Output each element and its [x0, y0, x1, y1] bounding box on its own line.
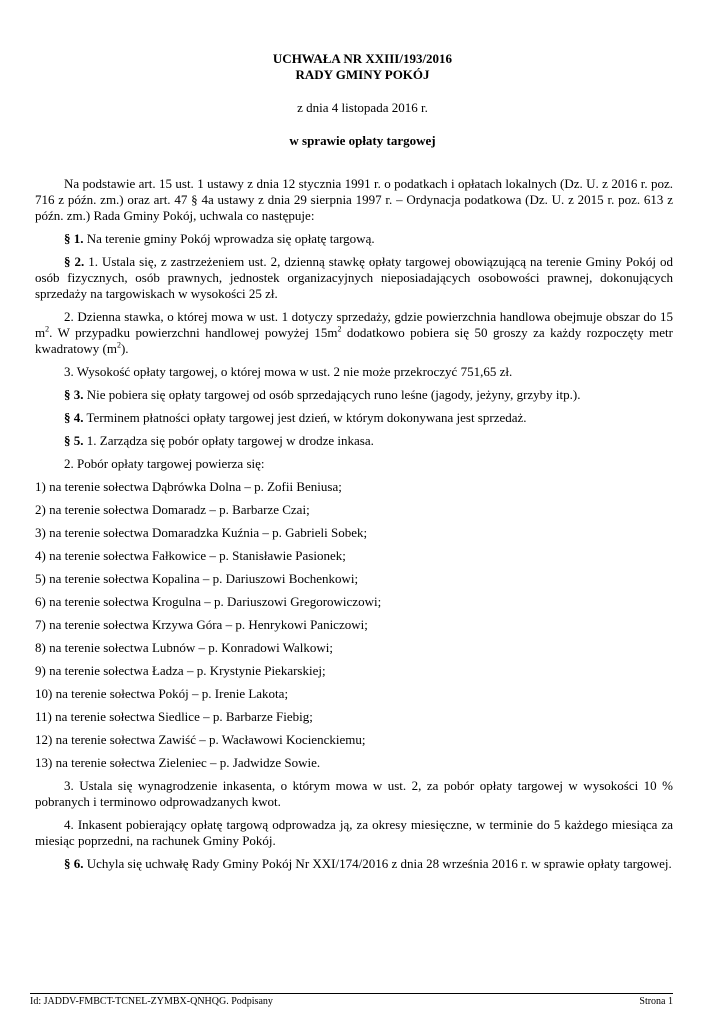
paragraph-6	[35, 856, 673, 872]
paragraph-1-text: Na terenie gminy Pokój wprowadza się opłatę targową.	[83, 231, 375, 246]
list-item: 4) na terenie sołectwa Fałkowice – p. Stanisławie Pasionek;	[35, 548, 346, 563]
unit-2-text-b: . W przypadku powierzchni handlowej powyżej 15m	[49, 325, 338, 340]
paragraph-2-label: § 2.	[64, 254, 85, 269]
list-item: 1) na terenie sołectwa Dąbrówka Dolna – p. Zofii Beniusa;	[35, 479, 342, 494]
list-item: 8) na terenie sołectwa Lubnów – p. Konradowi Walkowi;	[35, 640, 333, 655]
list-item: 11) na terenie sołectwa Siedlice – p. Barbarze Fiebig;	[35, 709, 313, 724]
paragraph-6-label: § 6.	[64, 856, 84, 871]
resolution-date: z dnia 4 listopada 2016 r.	[297, 100, 428, 115]
unit-2-text-c: dodatkowo pobiera się 50 groszy za każdy rozpoczęty metr kwadratowy (m	[35, 325, 673, 356]
list-item: 2) na terenie sołectwa Domaradz – p. Barbarze Czai;	[35, 502, 310, 517]
collector-list	[35, 479, 673, 771]
paragraph-4	[35, 410, 673, 426]
document-body	[35, 176, 673, 879]
footer-page-number: Strona 1	[639, 996, 673, 1007]
footer-document-id: Id: JADDV-FMBCT-TCNEL-ZYMBX-QNHQG. Podpisany	[30, 996, 273, 1007]
paragraph-5-unit-1-text: 1. Zarządza się pobór opłaty targowej w drodze inkasa.	[83, 433, 374, 448]
paragraph-3-text: Nie pobiera się opłaty targowej od osób sprzedających runo leśne (jagody, jeżyny, grzyby itp.).	[83, 387, 581, 402]
paragraph-4-text: Terminem płatności opłaty targowej jest dzień, w którym dokonywana jest sprzedaż.	[83, 410, 527, 425]
resolution-subject: w sprawie opłaty targowej	[289, 133, 436, 148]
paragraph-5-label: § 5.	[64, 433, 84, 448]
paragraph-1	[35, 231, 673, 247]
paragraph-1-label: § 1.	[64, 231, 84, 246]
unit-2-text-d: ).	[120, 341, 129, 356]
list-item: 12) na terenie sołectwa Zawiść – p. Wacławowi Kocienckiemu;	[35, 732, 366, 747]
superscript: 2	[116, 340, 121, 350]
list-item: 10) na terenie sołectwa Pokój – p. Irenie Lakota;	[35, 686, 289, 701]
list-item: 13) na terenie sołectwa Zieleniec – p. Jadwidze Sowie.	[35, 755, 321, 770]
list-item: 3) na terenie sołectwa Domaradzka Kuźnia – p. Gabrieli Sobek;	[35, 525, 368, 540]
list-item: 6) na terenie sołectwa Krogulna – p. Dariuszowi Gregorowiczowi;	[35, 594, 382, 609]
paragraph-4-label: § 4.	[64, 410, 84, 425]
list-item: 9) na terenie sołectwa Ładza – p. Krystynie Piekarskiej;	[35, 663, 326, 678]
paragraph-5-unit-3: 3. Ustala się wynagrodzenie inkasenta, o którym mowa w ust. 2, za pobór opłaty targowej w wysokości 10 % pobranych i terminowo odprowadzanych kwot.	[35, 778, 673, 809]
superscript: 2	[45, 324, 50, 334]
paragraph-2-unit-2	[35, 309, 673, 357]
paragraph-5-unit-4: 4. Inkasent pobierający opłatę targową odprowadza ją, za okresy miesięczne, w terminie do 5 każdego miesiąca za miesiąc poprzedni, na rachunek Gminy Pokój.	[35, 817, 673, 848]
footer-divider	[30, 993, 673, 994]
paragraph-5-unit-1	[35, 433, 673, 449]
paragraph-2-unit-3: 3. Wysokość opłaty targowej, o której mowa w ust. 2 nie może przekroczyć 751,65 zł.	[64, 364, 513, 379]
paragraph-5-unit-2: 2. Pobór opłaty targowej powierza się:	[64, 456, 265, 471]
unit-2-text-a: 2. Dzienna stawka, o której mowa w ust. 1 dotyczy sprzedaży, gdzie powierzchnia handlowa obejmuje obszar do 15 m	[35, 309, 673, 340]
paragraph-3-label: § 3.	[64, 387, 84, 402]
title-line-2: RADY GMINY POKÓJ	[295, 67, 430, 82]
paragraph-2-unit-1	[35, 254, 673, 302]
intro-paragraph: Na podstawie art. 15 ust. 1 ustawy z dnia 12 stycznia 1991 r. o podatkach i opłatach lokalnych (Dz. U. z 2016 r. poz. 716 z późn. zm.) oraz art. 47 § 4a ustawy z dnia 29 sierpnia 1997 r. – Ordynacja podatkowa (Dz. U. z 2015 r. poz. 613 z późn. zm.) Rada Gminy Pokój, uchwala co następuje:	[35, 176, 673, 223]
superscript: 2	[337, 324, 342, 334]
resolution-title	[0, 51, 725, 83]
list-item: 5) na terenie sołectwa Kopalina – p. Dariuszowi Bochenkowi;	[35, 571, 359, 586]
paragraph-3	[35, 387, 673, 403]
list-item: 7) na terenie sołectwa Krzywa Góra – p. Henrykowi Paniczowi;	[35, 617, 368, 632]
paragraph-2-unit-1-text: 1. Ustala się, z zastrzeżeniem ust. 2, dzienną stawkę opłaty targowej obowiązującą na terenie Gminy Pokój od osób fizycznych, osób prawnych, jednostek organizacyjnych nieposiadających osobowości prawnej, dokonujących sprzedaży na targowiskach w wysokości 25 zł.	[35, 254, 674, 301]
paragraph-6-text: Uchyla się uchwałę Rady Gminy Pokój Nr XXI/174/2016 z dnia 28 września 2016 r. w sprawie opłaty targowej.	[83, 856, 672, 871]
title-line-1: UCHWAŁA NR XXIII/193/2016	[272, 51, 453, 66]
